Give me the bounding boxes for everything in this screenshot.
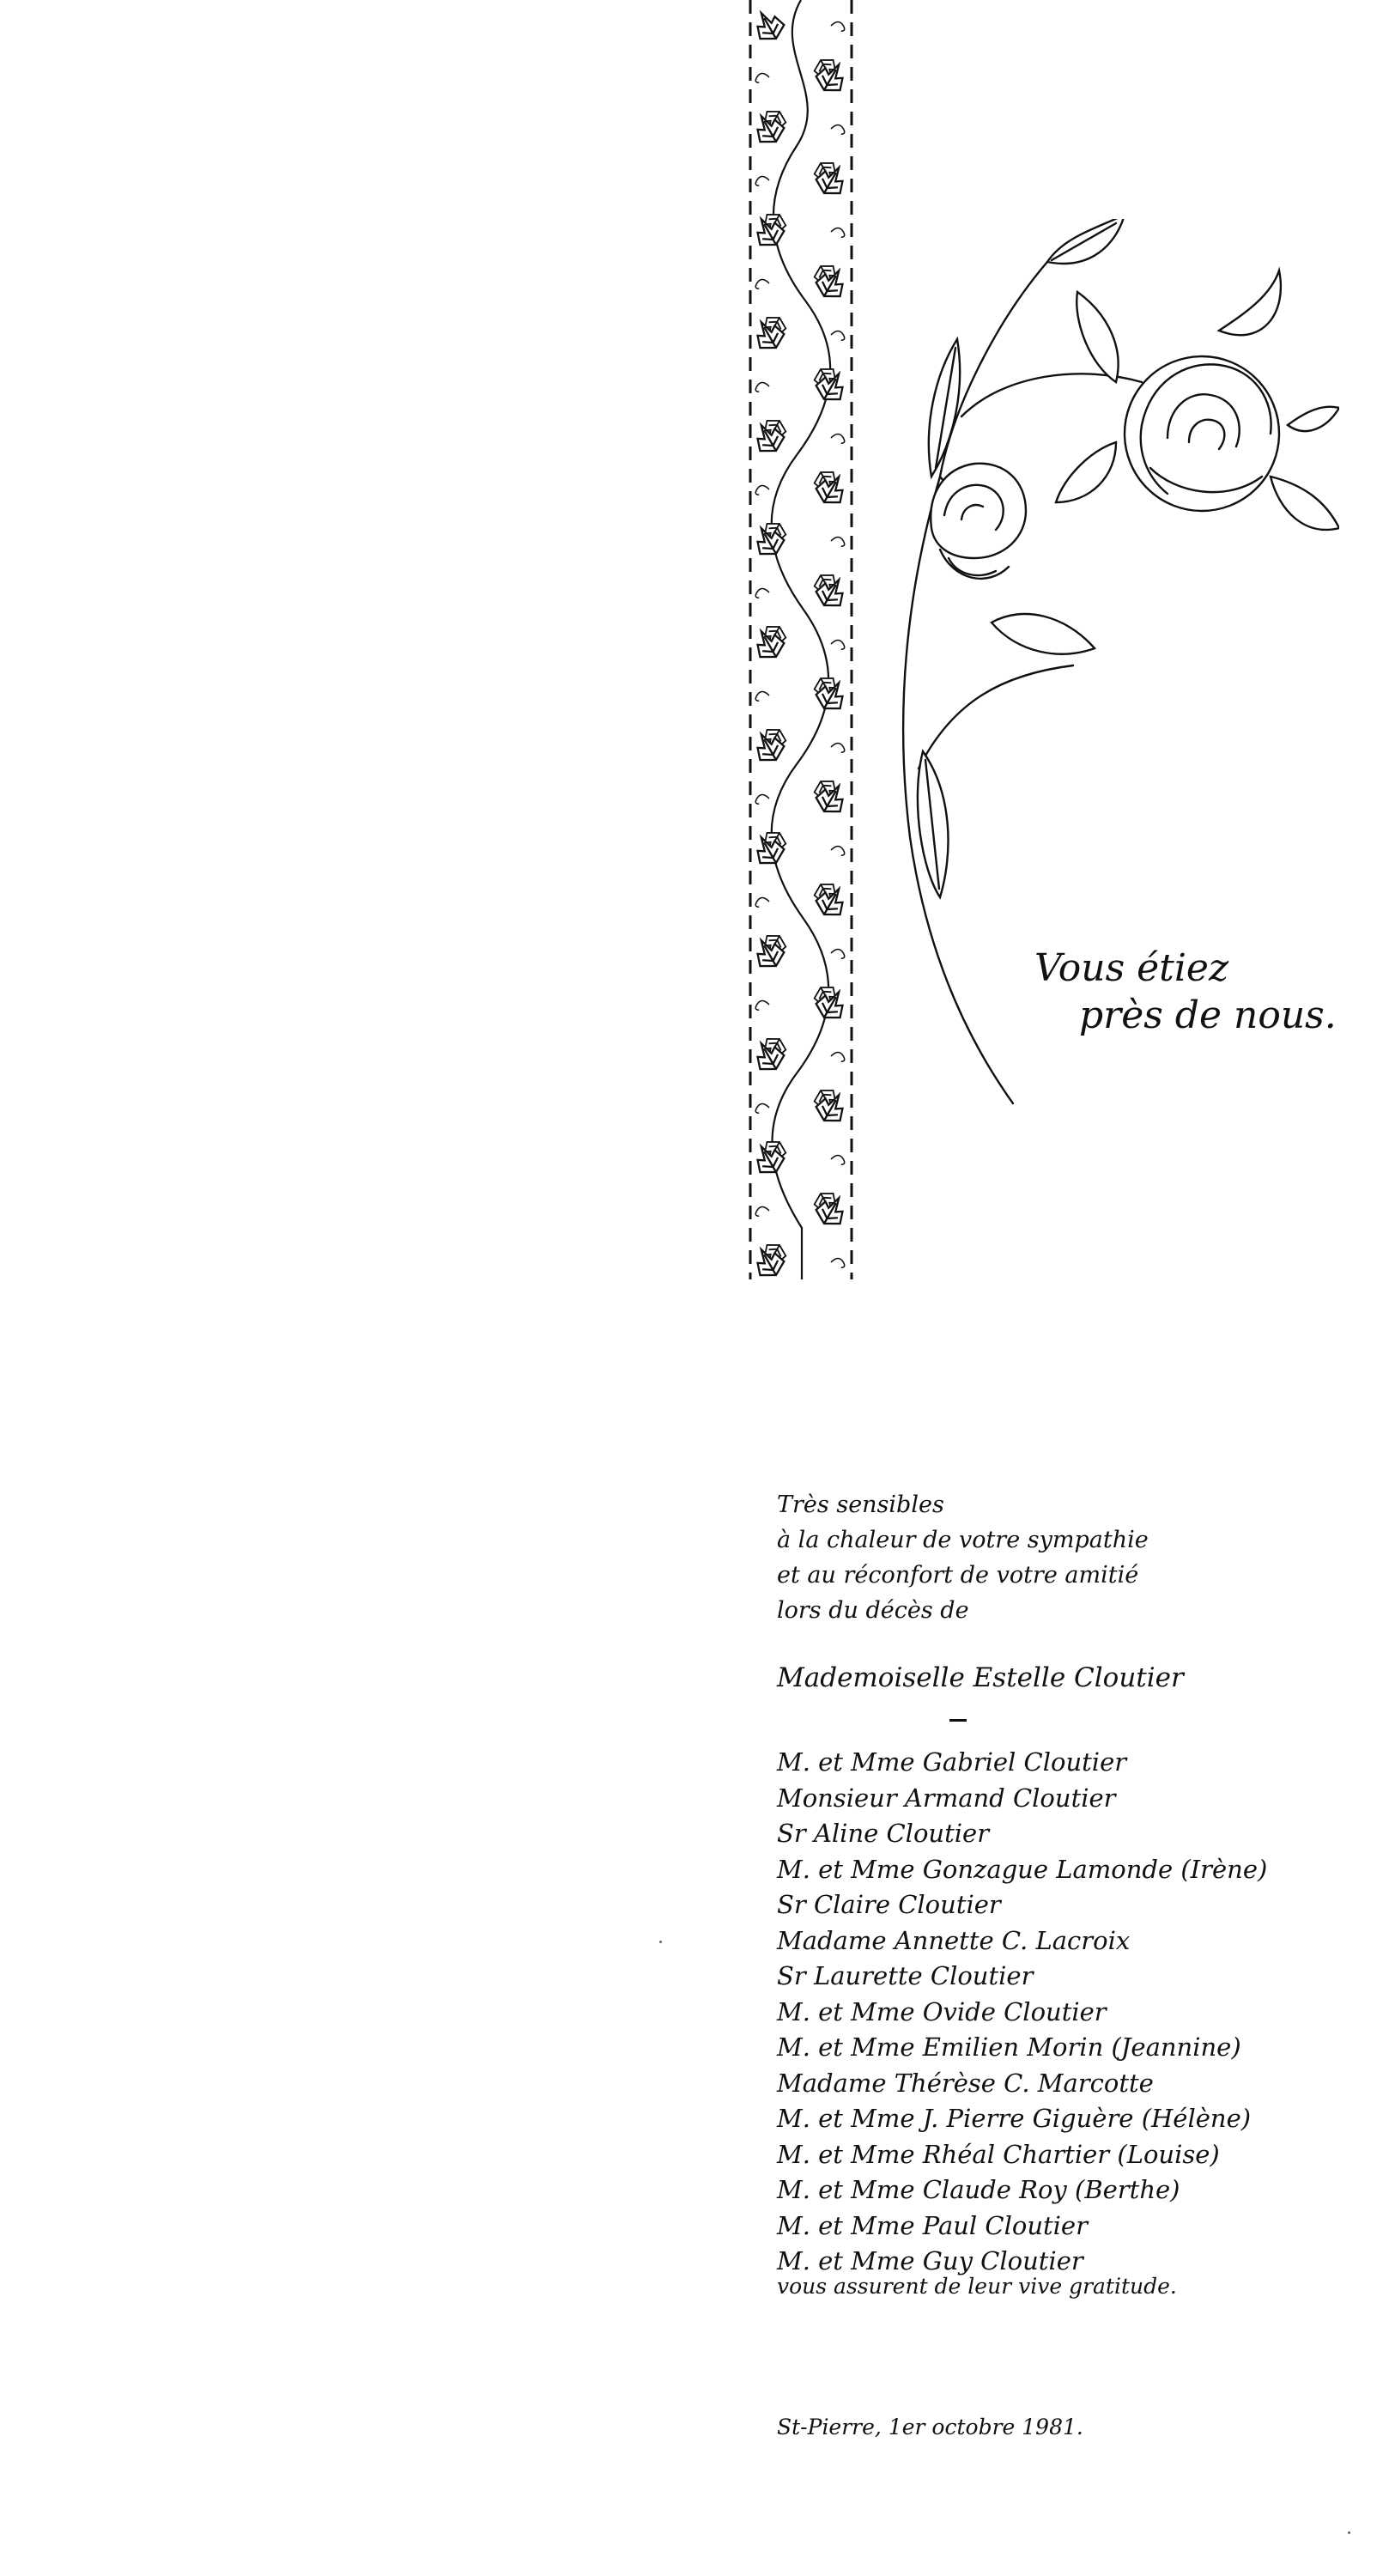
intro-line: et au réconfort de votre amitié bbox=[777, 1562, 1139, 1589]
ivy-border-illustration bbox=[745, 0, 857, 1279]
motto bbox=[1034, 945, 1378, 1039]
deceased-name: Mademoiselle Estelle Cloutier bbox=[777, 1662, 1184, 1693]
scan-speck bbox=[659, 1941, 662, 1943]
divider-dash bbox=[949, 1719, 967, 1722]
intro-line: à la chaleur de votre sympathie bbox=[777, 1527, 1149, 1553]
family-list bbox=[777, 1745, 1361, 2280]
family-member: M. et Mme Paul Cloutier bbox=[777, 2210, 1088, 2240]
family-member: M. et Mme J. Pierre Giguère (Hélène) bbox=[777, 2104, 1252, 2133]
family-member: M. et Mme Ovide Cloutier bbox=[777, 1996, 1107, 2026]
family-member: Monsieur Armand Cloutier bbox=[777, 1783, 1116, 1813]
family-member: Madame Annette C. Lacroix bbox=[777, 1925, 1131, 1955]
family-member: Madame Thérèse C. Marcotte bbox=[777, 2068, 1154, 2098]
motto-line-1: Vous étiez bbox=[1034, 946, 1229, 990]
intro-line: lors du décès de bbox=[777, 1597, 969, 1624]
family-member: M. et Mme Gabriel Cloutier bbox=[777, 1747, 1127, 1777]
closing-line: vous assurent de leur vive gratitude. bbox=[777, 2274, 1177, 2299]
family-member: Sr Claire Cloutier bbox=[777, 1890, 1001, 1919]
family-member: M. et Mme Gonzague Lamonde (Irène) bbox=[777, 1854, 1268, 1884]
scan-speck bbox=[1348, 2531, 1350, 2534]
intro-line: Très sensibles bbox=[777, 1492, 944, 1518]
dateline: St-Pierre, 1er octobre 1981. bbox=[777, 2415, 1083, 2439]
family-member: M. et Mme Guy Cloutier bbox=[777, 2246, 1083, 2275]
family-member: M. et Mme Claude Roy (Berthe) bbox=[777, 2175, 1180, 2204]
family-member: M. et Mme Rhéal Chartier (Louise) bbox=[777, 2139, 1220, 2169]
family-member: Sr Aline Cloutier bbox=[777, 1819, 990, 1848]
intro-text bbox=[777, 1487, 1309, 1628]
family-member: Sr Laurette Cloutier bbox=[777, 1961, 1034, 1990]
family-member: M. et Mme Emilien Morin (Jeannine) bbox=[777, 2032, 1241, 2062]
motto-line-2: près de nous. bbox=[1079, 993, 1337, 1037]
